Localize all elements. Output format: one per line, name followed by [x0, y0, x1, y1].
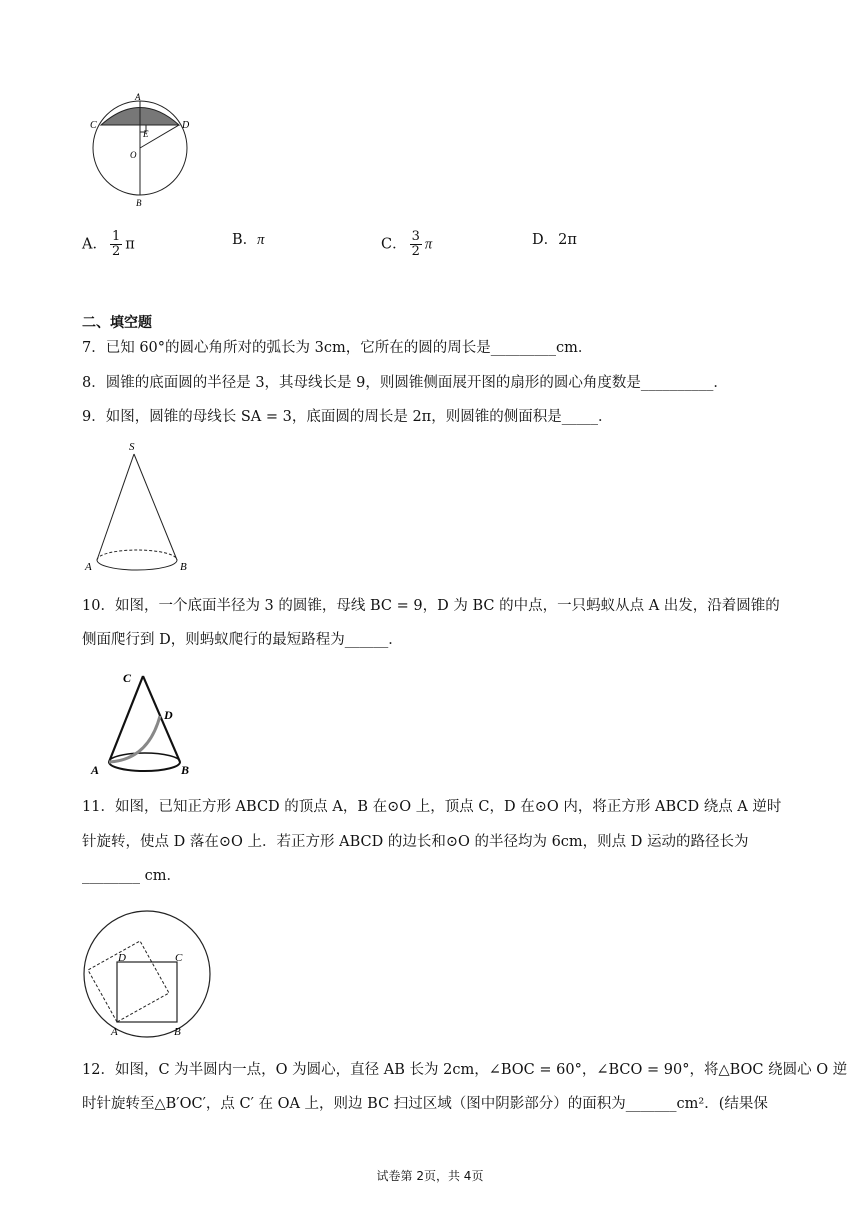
fig6-label-e: E [143, 129, 149, 139]
q10-cone-figure [86, 664, 206, 784]
fig6-label-b: B [136, 198, 142, 208]
fig10-label-c: C [123, 671, 132, 685]
fig9-label-s: S [129, 441, 135, 453]
question-11-line-2: 针旋转，使点 D 落在⊙O 上．若正方形 ABCD 的边长和⊙O 的半径均为 6cm，则点 D 运动的路径长为 [82, 834, 749, 850]
fig6-label-a: A [135, 92, 141, 102]
q11-figure [82, 905, 222, 1041]
question-9: 9．如图，圆锥的母线长 SA = 3，底面圆的周长是 2π，则圆锥的侧面积是_____． [82, 409, 613, 425]
question-8: 8．圆锥的底面圆的半径是 3，其母线长是 9，则圆锥侧面展开图的扇形的圆心角度数是__________． [82, 375, 728, 391]
fig10-label-b: B [181, 763, 190, 777]
section-title: 二、填空题 [82, 315, 152, 331]
question-11-line-1: 11．如图，已知正方形 ABCD 的顶点 A，B 在⊙O 上，顶点 C，D 在⊙O 内，将正方形 ABCD 绕点 A 逆时 [82, 799, 782, 815]
question-11-line-3: ________ cm． [82, 868, 181, 884]
option-a: A． $\frac{1}{2}$ π [82, 229, 135, 259]
q9-cone-figure [80, 438, 200, 578]
fig11-label-c: C [175, 952, 183, 964]
fig10-label-d: D [164, 708, 173, 722]
question-7: 7．已知 60°的圆心角所对的弧长为 3cm，它所在的圆的周长是_________cm． [82, 340, 593, 356]
option-b: B．π [232, 232, 265, 248]
question-10-line-1: 10．如图，一个底面半径为 3 的圆锥，母线 BC = 9，D 为 BC 的中点，一只蚂蚁从点 A 出发，沿着圆锥的 [82, 598, 780, 614]
fig6-label-c: C [90, 120, 97, 131]
fig11-label-d: D [118, 952, 126, 964]
page-footer: 试卷第 2页，共 4页 [376, 1169, 484, 1183]
fig11-label-b: B [174, 1026, 181, 1038]
fig6-label-o: O [130, 150, 137, 160]
fig11-label-a: A [111, 1026, 118, 1038]
fig9-label-b: B [180, 561, 187, 573]
fig6-label-d: D [182, 120, 190, 131]
option-c: C． $\frac{3}{2}$ π [381, 229, 433, 259]
option-d: D．2π [532, 232, 577, 248]
question-10-line-2: 侧面爬行到 D，则蚂蚁爬行的最短路程为______． [82, 632, 403, 648]
fig9-label-a: A [85, 561, 92, 573]
question-12-line-2: 时针旋转至△B′OC′，点 C′ 在 OA 上，则边 BC 扫过区域（图中阴影部分）的面积为_______cm²．(结果保 [82, 1096, 768, 1112]
question-12-line-1: 12．如图，C 为半圆内一点，O 为圆心，直径 AB 长为 2cm，∠BOC = 60°，∠BCO = 90°，将△BOC 绕圆心 O 逆 [82, 1062, 848, 1078]
fig10-label-a: A [91, 763, 100, 777]
q6-figure [84, 90, 194, 210]
